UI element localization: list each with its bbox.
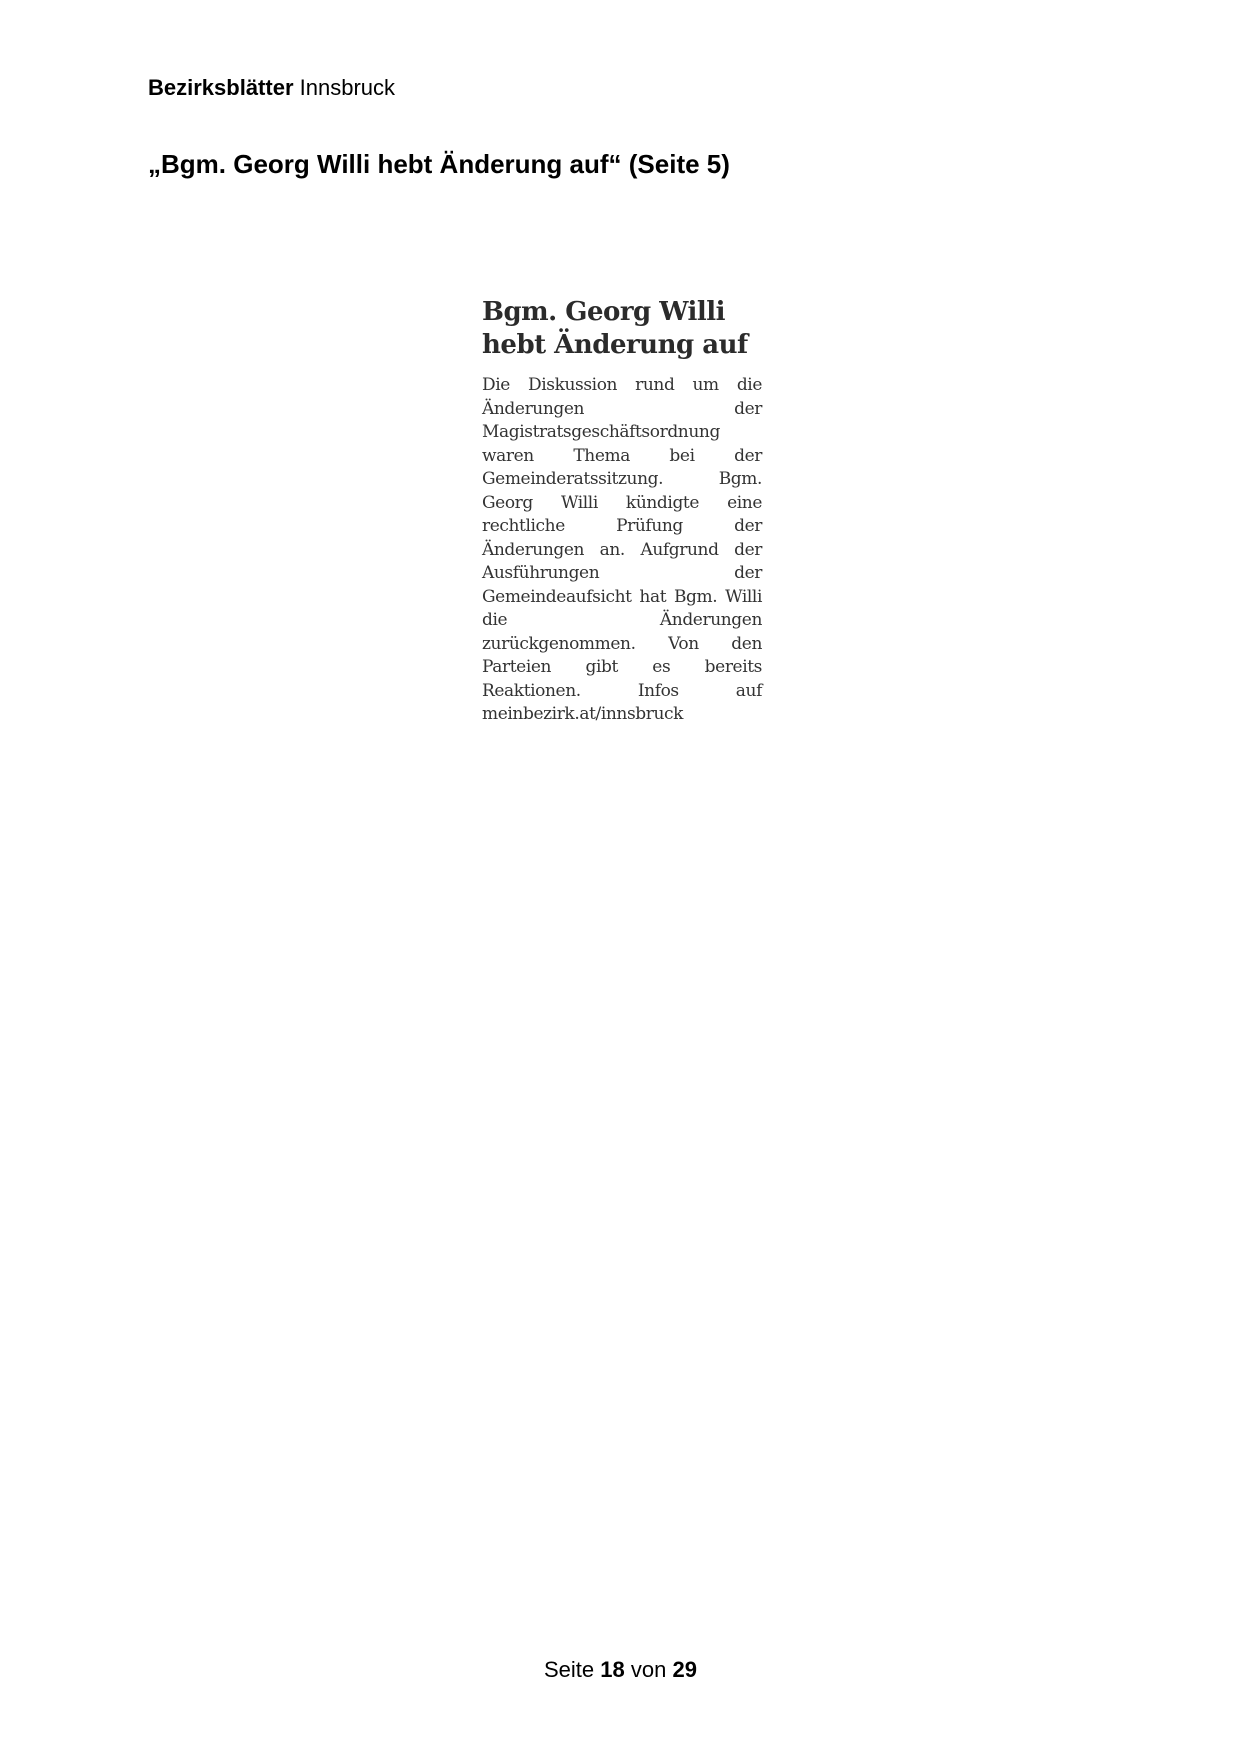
clipping-body: Die Diskussion rund um die Änderungen der Magistratsgeschäftsordnung waren Thema bei der Gemeinderatssitzung. Bgm. Georg Willi kündigte eine rechtliche Prüfung der Änderungen an. Aufgrund der Ausführungen der Gemeindeaufsicht hat Bgm. Willi die Änderungen zurückgenommen. Von den Parteien gibt es bereits Reaktionen. Infos auf meinbezirk.at/innsbruck bbox=[482, 375, 762, 724]
clipping-title bbox=[482, 296, 762, 362]
publication-edition: Innsbruck bbox=[299, 75, 396, 100]
clipping-title-line-2: hebt Änderung auf bbox=[482, 330, 748, 360]
publication-name: Bezirksblätter bbox=[148, 75, 294, 100]
newspaper-clipping bbox=[482, 296, 762, 727]
clipping-title-line-1: Bgm. Georg Willi bbox=[482, 297, 726, 327]
article-heading: „Bgm. Georg Willi hebt Änderung auf“ (Seite 5) bbox=[148, 149, 730, 179]
footer-current-page: 18 bbox=[600, 1657, 625, 1682]
source-line bbox=[148, 74, 395, 102]
footer-prefix: Seite bbox=[544, 1657, 595, 1682]
page-footer bbox=[0, 1656, 1241, 1684]
footer-separator: von bbox=[630, 1657, 667, 1682]
footer-total-pages: 29 bbox=[672, 1657, 697, 1682]
